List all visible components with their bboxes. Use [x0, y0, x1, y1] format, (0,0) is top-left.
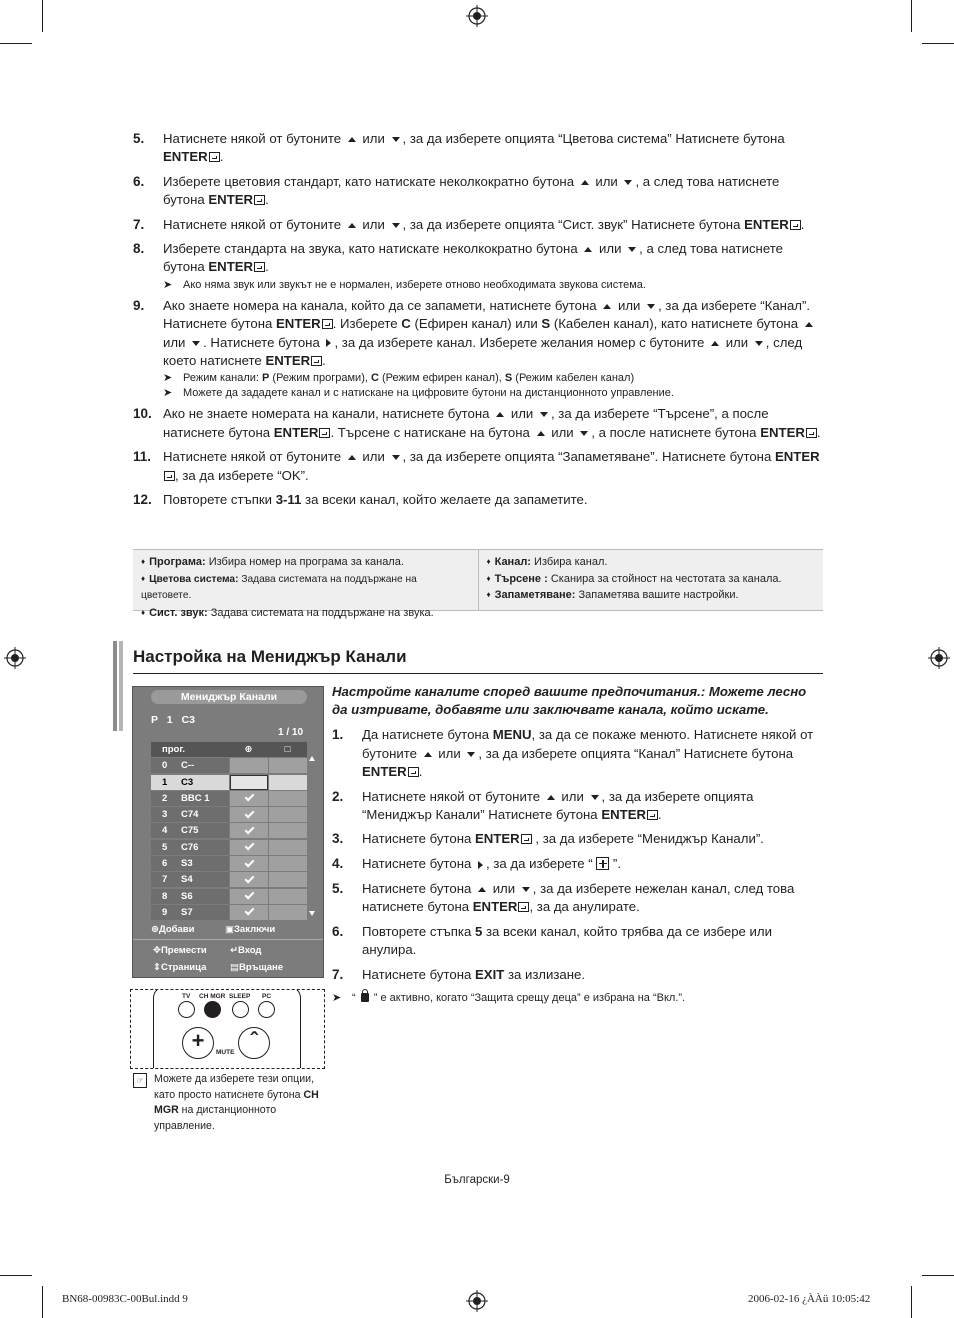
chmgr-label: CH MGR	[199, 993, 226, 1000]
up-arrow-icon	[581, 180, 589, 185]
enter-icon	[319, 428, 330, 438]
lock-cell[interactable]	[269, 840, 307, 855]
up-arrow-icon	[496, 412, 504, 417]
registration-mark-icon	[928, 647, 950, 669]
note-arrow-icon: ➤	[163, 278, 173, 291]
down-arrow-icon	[522, 887, 530, 892]
down-arrow-icon	[755, 341, 763, 346]
channel-cell	[151, 872, 229, 887]
channel-cell	[151, 840, 229, 855]
enter-icon	[254, 262, 265, 272]
note-lock: ➤ “ ” е активно, когато “Защита срещу деца” е избрана на “Вкл.”.	[332, 992, 686, 1005]
up-arrow-icon	[537, 431, 545, 436]
check-icon	[244, 808, 254, 818]
add-cell[interactable]	[230, 905, 268, 920]
move-icon: ✥	[153, 945, 161, 956]
up-arrow-icon	[348, 455, 356, 460]
lock-cell[interactable]	[269, 905, 307, 920]
add-icon: ⊕	[151, 924, 159, 935]
right-arrow-icon	[326, 339, 331, 347]
down-arrow-icon	[467, 752, 475, 757]
crop-mark	[0, 1275, 32, 1276]
definition-row: ♦ Цветова система: Задава системата на поддържане на цветовете.	[141, 571, 470, 605]
down-arrow-icon	[192, 341, 200, 346]
up-arrow-icon	[424, 752, 432, 757]
enter-icon	[806, 428, 817, 438]
crop-mark	[42, 0, 43, 32]
lock-cell[interactable]	[269, 872, 307, 887]
channel-cell	[151, 889, 229, 904]
channel-cell	[151, 905, 229, 920]
definition-row: ♦ Програма: Избира номер на програма за канала.	[141, 554, 470, 571]
lock-cell[interactable]	[269, 758, 307, 773]
cm-step-6: 6. Повторете стъпка 5 за всеки канал, който трябва да се избере или анулира.	[332, 923, 772, 957]
enter-icon	[518, 902, 529, 912]
add-cell[interactable]	[230, 872, 268, 887]
up-arrow-icon	[547, 795, 555, 800]
osd-channel-row[interactable]	[151, 758, 307, 773]
channel-number: 3	[162, 809, 168, 821]
channel-number: 2	[162, 792, 168, 804]
note-arrow-icon: ➤	[332, 992, 342, 1005]
add-cell[interactable]	[230, 775, 268, 790]
check-icon	[244, 890, 254, 900]
page-icon: ⇕	[153, 962, 161, 973]
down-arrow-icon	[540, 412, 548, 417]
lock-cell[interactable]	[269, 775, 307, 790]
channel-name: C3	[181, 776, 194, 788]
osd-table-header	[151, 742, 307, 757]
footer-file: BN68-00983C-00Bul.indd 9	[62, 1293, 188, 1305]
up-arrow-icon	[478, 887, 486, 892]
add-cell[interactable]	[230, 856, 268, 871]
remote-control	[153, 989, 301, 1069]
osd-channel-row[interactable]	[151, 807, 307, 822]
channel-cell	[151, 775, 229, 790]
channel-name: C75	[181, 825, 199, 837]
channel-number: 8	[162, 890, 168, 902]
sleep-label: SLEEP	[229, 993, 251, 1000]
channel-cell	[151, 856, 229, 871]
down-arrow-icon	[628, 247, 636, 252]
osd-current-program: P 1 C3	[151, 714, 195, 726]
channel-manager-steps	[332, 683, 824, 1010]
osd-channel-row[interactable]	[151, 856, 307, 871]
crop-mark	[922, 43, 954, 44]
down-arrow-icon	[392, 137, 400, 142]
step-7: 7. Натиснете някой от бутоните или , за да изберете опцията “Сист. звук” Натиснете бутона ENTER .	[133, 216, 805, 232]
osd-page-legend: ⇕Страница	[153, 962, 207, 973]
check-icon	[244, 873, 254, 883]
step-12: 12. Повторете стъпки 3-11 за всеки канал, който желаете да запаметите.	[133, 492, 588, 508]
enter-icon	[311, 356, 322, 366]
osd-channel-row[interactable]	[151, 775, 307, 790]
osd-rows	[151, 758, 307, 920]
add-column-icon: ⊕	[244, 744, 253, 755]
step-5: 5. Натиснете някой от бутоните или , за да изберете опцията “Цветова система” Натиснете бутона ENTER .	[133, 131, 785, 165]
channel-name: C--	[181, 760, 195, 772]
lock-cell[interactable]	[269, 823, 307, 838]
down-arrow-icon	[580, 431, 588, 436]
enter-icon	[209, 152, 220, 162]
check-icon	[244, 857, 254, 867]
channel-name: S6	[181, 890, 193, 902]
lock-icon	[361, 993, 369, 1002]
osd-channel-row[interactable]	[151, 791, 307, 806]
crop-mark	[911, 1286, 912, 1318]
check-icon	[244, 825, 254, 835]
enter-icon	[322, 319, 333, 329]
osd-enter-legend: ↵Вход	[230, 945, 262, 956]
section-divider	[133, 673, 823, 674]
add-cell[interactable]	[230, 758, 268, 773]
up-arrow-icon	[348, 137, 356, 142]
enter-icon	[164, 471, 175, 481]
channel-up-button[interactable]: ˆ	[238, 1027, 270, 1059]
lock-cell[interactable]	[269, 856, 307, 871]
step-6: 6. Изберете цветовия стандарт, като натискате неколкократно бутона или , а след това натиснете бутона ENTER .	[133, 173, 780, 208]
enter-icon	[790, 220, 801, 230]
enter-icon	[254, 195, 265, 205]
setup-steps	[133, 130, 823, 516]
note-digit-buttons: ➤ Можете да зададете канал и с натискане на цифровите бутони на дистанционното управление.	[163, 387, 674, 400]
down-arrow-icon	[392, 455, 400, 460]
footer-timestamp: 2006-02-16 ¿ÀÀü 10:05:42	[748, 1293, 871, 1305]
channel-number: 1	[162, 776, 168, 788]
up-arrow-icon	[584, 247, 592, 252]
up-arrow-icon	[711, 341, 719, 346]
right-arrow-icon	[478, 861, 483, 869]
channel-name: S3	[181, 858, 193, 870]
osd-header-prog: прог.	[162, 744, 185, 755]
osd-title: Мениджър Канали	[151, 690, 307, 704]
osd-page-indicator: 1 / 10	[278, 727, 304, 738]
down-arrow-icon	[392, 223, 400, 228]
channel-number: 5	[162, 841, 168, 853]
lock-icon: ▣	[225, 924, 234, 935]
definition-row: ♦ Запаметяване: Запаметява вашите настройки.	[487, 587, 816, 604]
definition-row: ♦ Канал: Избира канал.	[487, 554, 816, 571]
registration-mark-icon	[466, 5, 488, 27]
crop-mark	[42, 1286, 43, 1318]
add-cell[interactable]	[230, 807, 268, 822]
section-marker	[119, 641, 123, 731]
channel-number: 7	[162, 874, 168, 886]
lock-cell[interactable]	[269, 889, 307, 904]
osd-channel-row[interactable]	[151, 872, 307, 887]
enter-icon	[408, 767, 419, 777]
hint-text: Можете да изберете тези опции, като просто натиснете бутона CH MGR на дистанционното управление.	[154, 1073, 319, 1132]
step-9: 9. Ако знаете номера на канала, който да се запамети, натиснете бутона или , за да изберете “Канал”. Натиснете бутона ENTER . Изберете C (Ефирен канал) или S (Кабелен канал), като натиснете бутона или . Натиснете бутона , за да изберете канал. Изберете желания номер с бутоните или , след което натиснете ENTER .	[133, 297, 823, 371]
channel-cell	[151, 791, 229, 806]
add-cell[interactable]	[230, 791, 268, 806]
channel-number: 6	[162, 858, 168, 870]
pc-button[interactable]	[258, 1001, 275, 1018]
osd-channel-row[interactable]	[151, 823, 307, 838]
lock-column-icon: □	[284, 744, 291, 755]
note-sound: ➤ Ако няма звук или звукът не е нормален, изберете отново необходимата звукова система.	[163, 278, 646, 291]
definition-row: ♦ Сист. звук: Задава системата на поддържане на звука.	[141, 605, 470, 622]
osd-channel-row[interactable]	[151, 889, 307, 904]
up-arrow-icon	[348, 223, 356, 228]
note-channel-mode: ➤ Режим канали: P (Режим програми), C (Режим ефирен канал), S (Режим кабелен канал)	[163, 372, 635, 385]
definition-row: ♦ Търсене : Сканира за стойност на честотата за канала.	[487, 571, 816, 588]
osd-add-legend: ⊕Добави	[151, 924, 195, 935]
cm-step-2: 2. Натиснете някой от бутоните или , за да изберете опцията “Мениджър Канали” Натиснете бутона ENTER .	[332, 788, 754, 822]
return-icon: ▤	[230, 962, 239, 973]
step-11: 11. Натиснете някой от бутоните или , за да изберете опцията “Запаметяване”. Натиснете бутона ENTER, за да изберете “OK”.	[133, 449, 820, 483]
crop-mark	[911, 0, 912, 32]
channel-cell	[151, 758, 229, 773]
note-arrow-icon: ➤	[163, 372, 173, 385]
note-arrow-icon: ➤	[163, 387, 173, 400]
channel-manager-osd	[132, 686, 324, 978]
osd-lock-legend: ▣Заключи	[225, 924, 276, 935]
remote-illustration	[130, 989, 325, 1069]
channel-name: C76	[181, 841, 199, 853]
channel-cell	[151, 807, 229, 822]
add-icon	[596, 857, 609, 870]
registration-mark-icon	[466, 1290, 488, 1312]
add-cell[interactable]	[230, 840, 268, 855]
definitions-left	[133, 550, 478, 619]
osd-move-legend: ✥Премести	[153, 945, 207, 956]
lock-cell[interactable]	[269, 807, 307, 822]
down-arrow-icon	[591, 795, 599, 800]
channel-number: 9	[162, 906, 168, 918]
check-icon	[244, 906, 254, 916]
definitions-right	[478, 550, 824, 610]
step-8: 8. Изберете стандарта на звука, като натискате неколкократно бутона или , а след това натиснете бутона ENTER .	[133, 241, 783, 275]
channel-name: C74	[181, 809, 199, 821]
pc-label: PC	[262, 993, 272, 1000]
hand-icon: ☞	[133, 1073, 147, 1088]
enter-icon	[647, 810, 658, 820]
option-definitions	[133, 549, 823, 619]
osd-channel-row[interactable]	[151, 905, 307, 920]
chmgr-button[interactable]	[204, 1001, 221, 1018]
osd-return-legend: ▤Връщане	[230, 962, 284, 973]
section-title: Настройка на Мениджър Канали	[133, 647, 407, 666]
osd-channel-row[interactable]	[151, 840, 307, 855]
enter-icon: ↵	[230, 945, 238, 956]
channel-cell	[151, 823, 229, 838]
mute-label: MUTE	[216, 1049, 235, 1056]
scroll-up-icon	[309, 756, 315, 761]
channel-name: S7	[181, 906, 193, 918]
sleep-button[interactable]	[232, 1001, 249, 1018]
osd-divider	[133, 939, 323, 940]
osd-scrollbar[interactable]	[309, 756, 315, 916]
channel-name: BBC 1	[181, 792, 210, 804]
up-arrow-icon	[603, 304, 611, 309]
crop-mark	[922, 1275, 954, 1276]
intro-text: Настройте каналите според вашите предпочитания.: Можете лесно да изтривате, добавяте или заключвате канала, който искате.	[332, 684, 807, 718]
crop-mark	[0, 43, 32, 44]
channel-name: S4	[181, 874, 193, 886]
cm-step-4: 4. Натиснете бутона , за да изберете “ ”.	[332, 856, 621, 872]
channel-number: 4	[162, 825, 168, 837]
page-number: Български-9	[444, 1174, 510, 1186]
up-arrow-icon	[805, 322, 813, 327]
scroll-down-icon	[309, 911, 315, 916]
check-icon	[244, 841, 254, 851]
remote-hint	[133, 1072, 323, 1134]
osd-channel-table	[151, 742, 307, 920]
cm-step-3: 3. Натиснете бутона ENTER , за да изберете “Мениджър Канали”.	[332, 831, 764, 847]
registration-mark-icon	[4, 647, 26, 669]
section-marker	[113, 641, 117, 731]
step-10: 10. Ако не знаете номерата на канали, натиснете бутона или , за да изберете “Търсене”, а после натиснете бутона ENTER . Търсене с натискане на бутона или , а после натиснете бутона ENTER .	[133, 406, 821, 440]
cm-step-5: 5. Натиснете бутона или , за да изберете нежелан канал, след това натиснете бутона ENTER , за да анулирате.	[332, 880, 795, 915]
check-icon	[244, 792, 254, 802]
channel-number: 0	[162, 760, 168, 772]
cm-step-7: 7. Натиснете бутона EXIT за излизане.	[332, 966, 586, 982]
add-cell[interactable]	[230, 823, 268, 838]
enter-icon	[521, 834, 532, 844]
tv-button[interactable]	[178, 1001, 195, 1018]
volume-up-button[interactable]: +	[182, 1027, 214, 1059]
cm-step-1: 1. Да натиснете бутона MENU, за да се покаже менюто. Натиснете някой от бутоните или , за да изберете опцията “Канал” Натиснете бутона ENTER .	[332, 727, 814, 779]
add-cell[interactable]	[230, 889, 268, 904]
tv-label: TV	[182, 993, 191, 1000]
down-arrow-icon	[647, 304, 655, 309]
lock-cell[interactable]	[269, 791, 307, 806]
down-arrow-icon	[624, 180, 632, 185]
